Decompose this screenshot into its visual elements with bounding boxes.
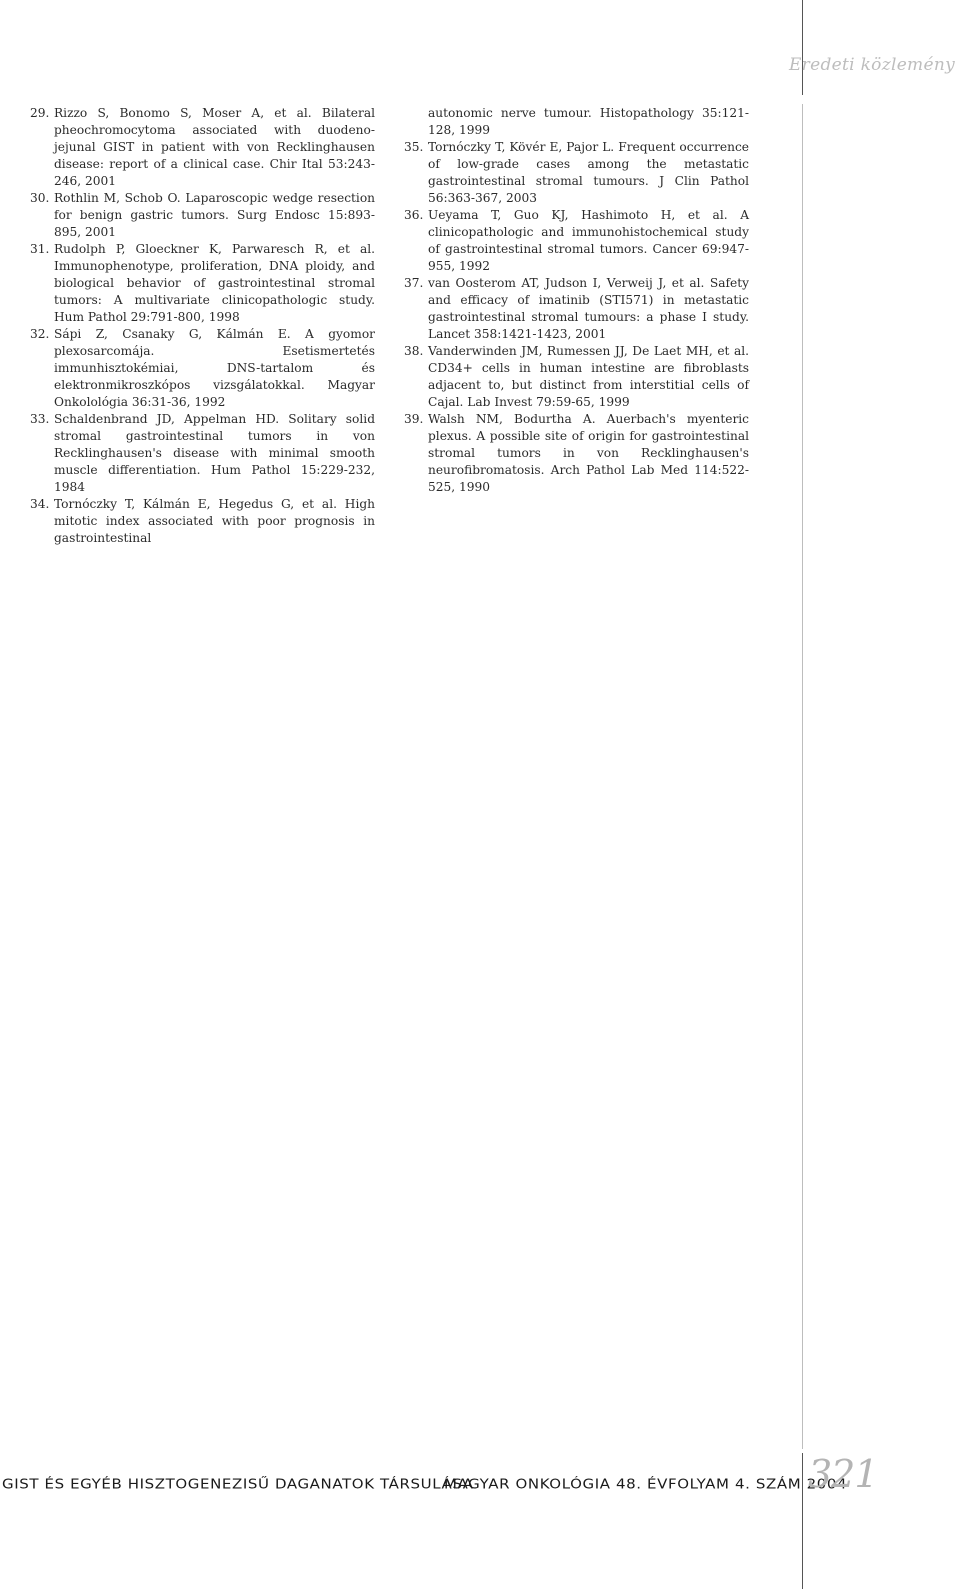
reference-number: 38. bbox=[404, 344, 424, 358]
reference-item bbox=[30, 105, 375, 190]
section-label: Eredeti közlemény bbox=[788, 55, 955, 75]
reference-item bbox=[30, 496, 375, 547]
header-divider-line bbox=[802, 0, 803, 95]
reference-text: Rizzo S, Bonomo S, Moser A, et al. Bilateral pheochromocytoma associated with duodeno-jejunal GIST in patient with von Recklinghausen disease: report of a clinical case. Chir Ital 53:243-246, 2001 bbox=[54, 106, 375, 188]
reference-text: Rudolph P, Gloeckner K, Parwaresch R, et al. Immunophenotype, proliferation, DNA ploidy, and biological behavior of gastrointestinal stromal tumors: A multivariate clinicopathologic study. Hum Pathol 29:791-800, 1998 bbox=[54, 242, 375, 324]
reference-item bbox=[404, 411, 749, 496]
reference-number: 33. bbox=[30, 412, 50, 426]
reference-item bbox=[30, 241, 375, 326]
reference-item bbox=[404, 343, 749, 411]
reference-item bbox=[404, 139, 749, 207]
reference-text: van Oosterom AT, Judson I, Verweij J, et al. Safety and efficacy of imatinib (STI571) in metastatic gastrointestinal stromal tumours: a phase I study. Lancet 358:1421-1423, 2001 bbox=[428, 276, 749, 341]
reference-text: Ueyama T, Guo KJ, Hashimoto H, et al. A clinicopathologic and immunohistochemical study of gastrointestinal stromal tumors. Cancer 69:947-955, 1992 bbox=[428, 208, 749, 273]
reference-number: 39. bbox=[404, 412, 424, 426]
page-number: 321 bbox=[808, 1452, 878, 1496]
footer-divider-line bbox=[802, 1453, 803, 1589]
reference-item bbox=[404, 275, 749, 343]
reference-text: Rothlin M, Schob O. Laparoscopic wedge resection for benign gastric tumors. Surg Endosc 15:893-895, 2001 bbox=[54, 191, 375, 239]
reference-continuation bbox=[404, 105, 749, 139]
reference-number: 36. bbox=[404, 208, 424, 222]
reference-text: autonomic nerve tumour. Histopathology 35:121-128, 1999 bbox=[428, 106, 749, 137]
reference-number: 34. bbox=[30, 497, 50, 511]
footer-journal-info: MAGYAR ONKOLÓGIA 48. ÉVFOLYAM 4. SZÁM 2004 bbox=[444, 1475, 848, 1493]
reference-list-right bbox=[404, 105, 749, 496]
reference-number: 30. bbox=[30, 191, 50, 205]
reference-text: Vanderwinden JM, Rumessen JJ, De Laet MH, et al. CD34+ cells in human intestine are fibroblasts adjacent to, but distinct from interstitial cells of Cajal. Lab Invest 79:59-65, 1999 bbox=[428, 344, 749, 409]
reference-number: 32. bbox=[30, 327, 50, 341]
reference-number: 29. bbox=[30, 106, 50, 120]
reference-item bbox=[404, 207, 749, 275]
reference-text: Schaldenbrand JD, Appelman HD. Solitary solid stromal gastrointestinal tumors in von Recklinghausen's disease with minimal smooth muscle differentiation. Hum Pathol 15:229-232, 1984 bbox=[54, 412, 375, 494]
reference-item bbox=[30, 326, 375, 411]
footer-article-title: GIST ÉS EGYÉB HISZTOGENEZISŰ DAGANATOK TÁRSULÁSA bbox=[2, 1475, 474, 1493]
reference-number: 35. bbox=[404, 140, 424, 154]
reference-text: Sápi Z, Csanaky G, Kálmán E. A gyomor plexosarcomája. Esetismertetés immunhisztokémiai, DNS-tartalom és elektronmikroszkópos vizsgálatokkal. Magyar Onkolológia 36:31-36, 1992 bbox=[54, 327, 375, 409]
reference-list-left bbox=[30, 105, 375, 547]
reference-text: Walsh NM, Bodurtha A. Auerbach's myenteric plexus. A possible site of origin for gastrointestinal stromal tumors in von Recklinghausen's neurofibromatosis. Arch Pathol Lab Med 114:522-525, 1990 bbox=[428, 412, 749, 494]
reference-item bbox=[30, 411, 375, 496]
reference-text: Tornóczky T, Kálmán E, Hegedus G, et al. High mitotic index associated with poor prognosis in gastrointestinal bbox=[54, 497, 375, 545]
reference-text: Tornóczky T, Kövér E, Pajor L. Frequent occurrence of low-grade cases among the metastatic gastrointestinal stromal tumours. J Clin Pathol 56:363-367, 2003 bbox=[428, 140, 749, 205]
reference-number: 31. bbox=[30, 242, 50, 256]
reference-number: 37. bbox=[404, 276, 424, 290]
reference-item bbox=[30, 190, 375, 241]
column-divider-line bbox=[802, 104, 803, 1449]
